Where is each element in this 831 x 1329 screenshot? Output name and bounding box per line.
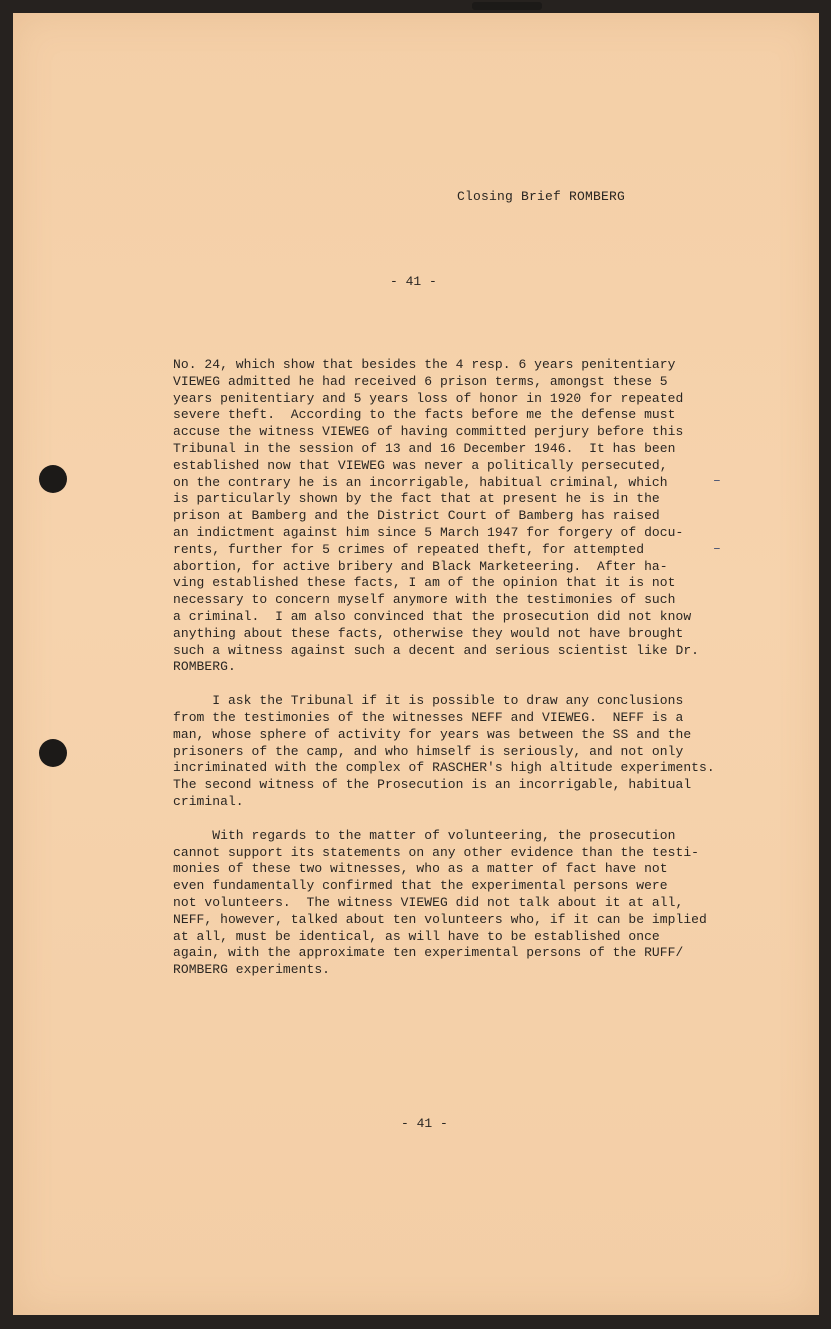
text-line: incriminated with the complex of RASCHER's high altitude experiments. [173,760,715,776]
text-line: not volunteers. The witness VIEWEG did not talk about it at all, [173,894,684,910]
text-line: ving established these facts, I am of the opinion that it is not [173,575,676,591]
punch-hole-bottom [39,739,67,767]
text-line: on the contrary he is an incorrigable, habitual criminal, which [173,474,668,490]
text-line: anything about these facts, otherwise they would not have brought [173,625,684,641]
text-line: The second witness of the Prosecution is an incorrigable, habitual [173,777,692,793]
paper-edge-speck [472,2,542,10]
text-line: from the testimonies of the witnesses NEFF and VIEWEG. NEFF is a [173,709,684,725]
text-line: years penitentiary and 5 years loss of honor in 1920 for repeated [173,390,684,406]
text-line: ROMBERG. [173,659,236,675]
text-line: even fundamentally confirmed that the experimental persons were [173,878,668,894]
text-line: ROMBERG experiments. [173,962,331,978]
text-line: VIEWEG admitted he had received 6 prison terms, amongst these 5 [173,373,668,389]
text-line: such a witness against such a decent and serious scientist like Dr. [173,642,700,658]
text-line: NEFF, however, talked about ten volunteers who, if it can be implied [173,911,707,927]
text-line: Tribunal in the session of 13 and 16 December 1946. It has been [173,440,676,456]
margin-dash-mark: – [713,541,721,556]
document-page [13,13,819,1315]
text-line: an indictment against him since 5 March 1947 for forgery of docu- [173,524,684,540]
text-line: at all, must be identical, as will have to be established once [173,928,660,944]
text-line: cannot support its statements on any other evidence than the testi- [173,844,700,860]
text-line: accuse the witness VIEWEG of having committed perjury before this [173,424,684,440]
page-number-top: - 41 - [390,274,437,289]
text-line: is particularly shown by the fact that at present he is in the [173,491,660,507]
text-line: monies of these two witnesses, who as a matter of fact have not [173,861,668,877]
margin-dash-mark: – [713,473,721,488]
text-line: I ask the Tribunal if it is possible to draw any conclusions [173,693,684,709]
text-line: No. 24, which show that besides the 4 resp. 6 years penitentiary [173,357,676,372]
text-line: severe theft. According to the facts before me the defense must [173,407,676,423]
paragraph-3 [173,828,773,979]
text-line: necessary to concern myself anymore with the testimonies of such [173,592,676,608]
text-line: criminal. [173,793,244,809]
text-line: a criminal. I am also convinced that the prosecution did not know [173,608,692,624]
punch-hole-top [39,465,67,493]
document-body [173,357,773,979]
text-line: rents, further for 5 crimes of repeated theft, for attempted [173,541,645,557]
text-line: abortion, for active bribery and Black Marketeering. After ha- [173,558,668,574]
text-line: man, whose sphere of activity for years was between the SS and the [173,726,692,742]
text-line: prison at Bamberg and the District Court of Bamberg has raised [173,508,660,524]
paragraph-1 [173,357,773,676]
paragraph-2 [173,693,773,811]
document-title: Closing Brief ROMBERG [457,189,626,204]
text-line: prisoners of the camp, and who himself is seriously, and not only [173,743,684,759]
text-line: With regards to the matter of volunteering, the prosecution [173,827,676,843]
page-number-bottom: - 41 - [401,1116,448,1131]
text-line: again, with the approximate ten experimental persons of the RUFF/ [173,945,684,961]
text-line: established now that VIEWEG was never a politically persecuted, [173,457,668,473]
